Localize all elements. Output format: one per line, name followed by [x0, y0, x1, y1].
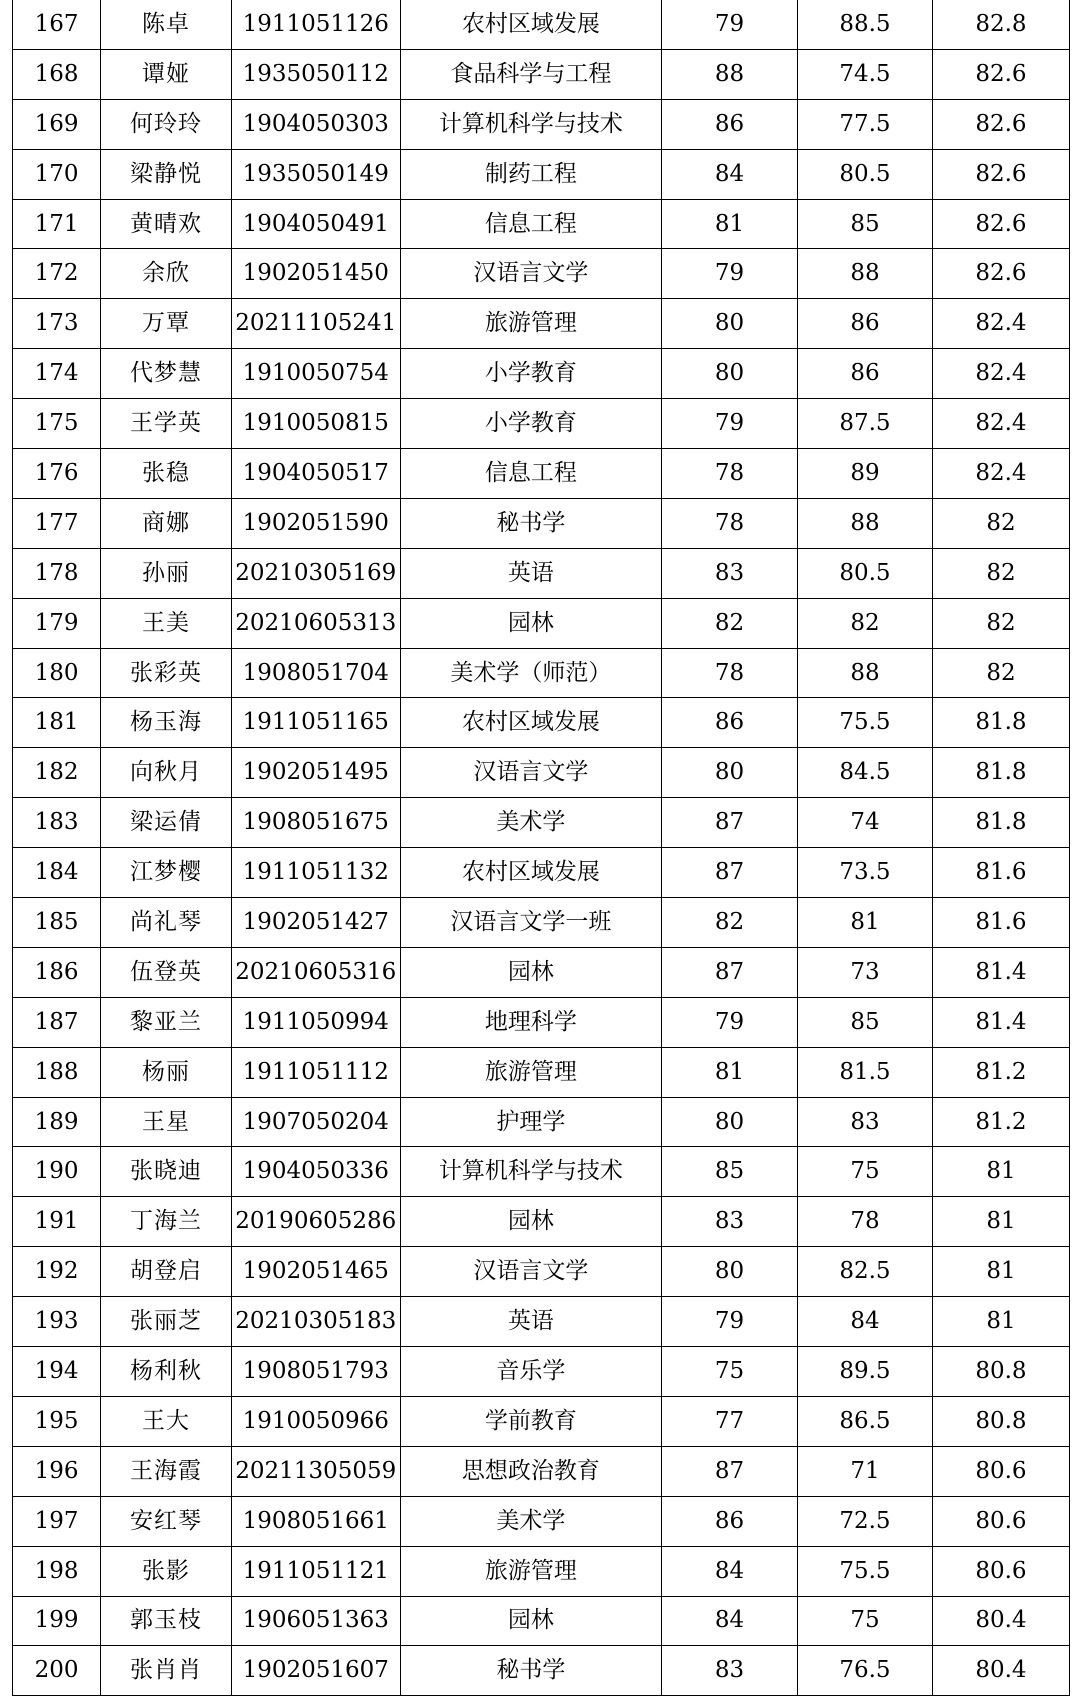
score-cell: 84: [662, 1596, 798, 1646]
score-cell: 80.5: [798, 149, 933, 199]
major-cell: 秘书学: [400, 498, 661, 548]
score-cell: 75: [662, 1347, 798, 1397]
score-cell: 74: [798, 798, 933, 848]
row-number-cell: 196: [13, 1446, 101, 1496]
score-cell: 78: [798, 1197, 933, 1247]
total-score-cell: 80.6: [932, 1446, 1069, 1496]
name-cell: 向秋月: [101, 748, 232, 798]
name-cell: 王海霞: [101, 1446, 232, 1496]
score-cell: 83: [662, 1646, 798, 1696]
major-cell: 英语: [400, 1297, 661, 1347]
score-cell: 87.5: [798, 399, 933, 449]
score-cell: 79: [662, 249, 798, 299]
score-cell: 87: [662, 947, 798, 997]
student-id-cell: 20210305169: [231, 548, 400, 598]
table-row: [13, 449, 1070, 499]
row-number-cell: 167: [13, 0, 101, 49]
total-score-cell: 81.4: [932, 997, 1069, 1047]
major-cell: 汉语言文学: [400, 1247, 661, 1297]
major-cell: 农村区域发展: [400, 848, 661, 898]
score-cell: 86: [662, 1496, 798, 1546]
total-score-cell: 81: [932, 1147, 1069, 1197]
table-row: [13, 1197, 1070, 1247]
score-cell: 86: [798, 299, 933, 349]
major-cell: 农村区域发展: [400, 0, 661, 49]
name-cell: 代梦慧: [101, 349, 232, 399]
table-row: [13, 898, 1070, 948]
total-score-cell: 82: [932, 498, 1069, 548]
student-id-cell: 20210605316: [231, 947, 400, 997]
major-cell: 旅游管理: [400, 1546, 661, 1596]
table-row: [13, 99, 1070, 149]
total-score-cell: 82: [932, 548, 1069, 598]
name-cell: 江梦樱: [101, 848, 232, 898]
row-number-cell: 173: [13, 299, 101, 349]
score-cell: 87: [662, 1446, 798, 1496]
score-cell: 83: [798, 1097, 933, 1147]
row-number-cell: 186: [13, 947, 101, 997]
table-row: [13, 1596, 1070, 1646]
student-id-cell: 1908051675: [231, 798, 400, 848]
major-cell: 园林: [400, 1197, 661, 1247]
major-cell: 护理学: [400, 1097, 661, 1147]
major-cell: 园林: [400, 947, 661, 997]
table-row: [13, 49, 1070, 99]
row-number-cell: 187: [13, 997, 101, 1047]
score-cell: 84.5: [798, 748, 933, 798]
name-cell: 王学英: [101, 399, 232, 449]
score-cell: 81: [662, 199, 798, 249]
row-number-cell: 182: [13, 748, 101, 798]
student-id-cell: 1911051165: [231, 698, 400, 748]
score-cell: 84: [662, 1546, 798, 1596]
row-number-cell: 199: [13, 1596, 101, 1646]
row-number-cell: 191: [13, 1197, 101, 1247]
student-id-cell: 1911051112: [231, 1047, 400, 1097]
major-cell: 计算机科学与技术: [400, 1147, 661, 1197]
major-cell: 秘书学: [400, 1646, 661, 1696]
table-row: [13, 498, 1070, 548]
table-row: [13, 1446, 1070, 1496]
student-id-cell: 1911051132: [231, 848, 400, 898]
row-number-cell: 180: [13, 648, 101, 698]
score-cell: 79: [662, 997, 798, 1047]
name-cell: 万覃: [101, 299, 232, 349]
major-cell: 学前教育: [400, 1396, 661, 1446]
major-cell: 园林: [400, 598, 661, 648]
student-id-cell: 20210305183: [231, 1297, 400, 1347]
table-row: [13, 1496, 1070, 1546]
row-number-cell: 179: [13, 598, 101, 648]
score-cell: 81.5: [798, 1047, 933, 1097]
student-id-cell: 1902051495: [231, 748, 400, 798]
major-cell: 信息工程: [400, 199, 661, 249]
row-number-cell: 183: [13, 798, 101, 848]
table-row: [13, 299, 1070, 349]
name-cell: 余欣: [101, 249, 232, 299]
major-cell: 制药工程: [400, 149, 661, 199]
major-cell: 园林: [400, 1596, 661, 1646]
student-id-cell: 1902051590: [231, 498, 400, 548]
student-id-cell: 20190605286: [231, 1197, 400, 1247]
row-number-cell: 184: [13, 848, 101, 898]
table-row: [13, 349, 1070, 399]
student-id-cell: 1911050994: [231, 997, 400, 1047]
student-id-cell: 20211305059: [231, 1446, 400, 1496]
table-row: [13, 1147, 1070, 1197]
score-cell: 87: [662, 798, 798, 848]
score-table: [12, 0, 1070, 1696]
major-cell: 英语: [400, 548, 661, 598]
table-row: [13, 199, 1070, 249]
score-cell: 72.5: [798, 1496, 933, 1546]
total-score-cell: 82.6: [932, 99, 1069, 149]
table-row: [13, 748, 1070, 798]
total-score-cell: 81.6: [932, 848, 1069, 898]
row-number-cell: 200: [13, 1646, 101, 1696]
name-cell: 杨玉海: [101, 698, 232, 748]
score-cell: 74.5: [798, 49, 933, 99]
score-cell: 79: [662, 399, 798, 449]
score-cell: 80: [662, 1247, 798, 1297]
score-cell: 80: [662, 299, 798, 349]
score-cell: 89: [798, 449, 933, 499]
score-cell: 77.5: [798, 99, 933, 149]
major-cell: 汉语言文学: [400, 748, 661, 798]
table-row: [13, 698, 1070, 748]
total-score-cell: 80.6: [932, 1546, 1069, 1596]
table-row: [13, 0, 1070, 49]
name-cell: 张肖肖: [101, 1646, 232, 1696]
student-id-cell: 1907050204: [231, 1097, 400, 1147]
student-id-cell: 1904050517: [231, 449, 400, 499]
total-score-cell: 80.8: [932, 1347, 1069, 1397]
name-cell: 何玲玲: [101, 99, 232, 149]
score-cell: 82: [798, 598, 933, 648]
table-row: [13, 1546, 1070, 1596]
major-cell: 小学教育: [400, 399, 661, 449]
score-cell: 85: [662, 1147, 798, 1197]
total-score-cell: 80.8: [932, 1396, 1069, 1446]
score-cell: 71: [798, 1446, 933, 1496]
score-cell: 80: [662, 748, 798, 798]
score-cell: 75.5: [798, 1546, 933, 1596]
name-cell: 张晓迪: [101, 1147, 232, 1197]
score-cell: 79: [662, 1297, 798, 1347]
name-cell: 王星: [101, 1097, 232, 1147]
score-cell: 82: [662, 898, 798, 948]
student-id-cell: 1911051121: [231, 1546, 400, 1596]
row-number-cell: 198: [13, 1546, 101, 1596]
total-score-cell: 82.6: [932, 149, 1069, 199]
student-id-cell: 1911051126: [231, 0, 400, 49]
total-score-cell: 82.4: [932, 399, 1069, 449]
score-cell: 81: [798, 898, 933, 948]
major-cell: 旅游管理: [400, 299, 661, 349]
row-number-cell: 192: [13, 1247, 101, 1297]
student-id-cell: 1908051793: [231, 1347, 400, 1397]
name-cell: 王美: [101, 598, 232, 648]
row-number-cell: 168: [13, 49, 101, 99]
major-cell: 信息工程: [400, 449, 661, 499]
row-number-cell: 193: [13, 1297, 101, 1347]
major-cell: 音乐学: [400, 1347, 661, 1397]
total-score-cell: 82.8: [932, 0, 1069, 49]
score-cell: 83: [662, 1197, 798, 1247]
row-number-cell: 172: [13, 249, 101, 299]
major-cell: 食品科学与工程: [400, 49, 661, 99]
student-id-cell: 1902051450: [231, 249, 400, 299]
total-score-cell: 82.4: [932, 349, 1069, 399]
total-score-cell: 80.4: [932, 1596, 1069, 1646]
row-number-cell: 177: [13, 498, 101, 548]
major-cell: 思想政治教育: [400, 1446, 661, 1496]
row-number-cell: 169: [13, 99, 101, 149]
table-row: [13, 548, 1070, 598]
name-cell: 郭玉枝: [101, 1596, 232, 1646]
score-cell: 86: [662, 698, 798, 748]
total-score-cell: 82.6: [932, 49, 1069, 99]
name-cell: 商娜: [101, 498, 232, 548]
score-cell: 86: [662, 99, 798, 149]
score-cell: 87: [662, 848, 798, 898]
row-number-cell: 194: [13, 1347, 101, 1397]
table-row: [13, 997, 1070, 1047]
total-score-cell: 82.4: [932, 299, 1069, 349]
student-id-cell: 1904050336: [231, 1147, 400, 1197]
major-cell: 农村区域发展: [400, 698, 661, 748]
major-cell: 汉语言文学一班: [400, 898, 661, 948]
row-number-cell: 189: [13, 1097, 101, 1147]
student-id-cell: 1908051661: [231, 1496, 400, 1546]
total-score-cell: 81.8: [932, 748, 1069, 798]
student-id-cell: 1904050303: [231, 99, 400, 149]
score-cell: 73: [798, 947, 933, 997]
total-score-cell: 81.4: [932, 947, 1069, 997]
major-cell: 美术学: [400, 1496, 661, 1546]
score-cell: 81: [662, 1047, 798, 1097]
score-cell: 73.5: [798, 848, 933, 898]
score-cell: 88.5: [798, 0, 933, 49]
name-cell: 梁静悦: [101, 149, 232, 199]
major-cell: 汉语言文学: [400, 249, 661, 299]
score-sheet: [12, 0, 1070, 1696]
major-cell: 计算机科学与技术: [400, 99, 661, 149]
table-row: [13, 798, 1070, 848]
student-id-cell: 1906051363: [231, 1596, 400, 1646]
table-row: [13, 848, 1070, 898]
student-id-cell: 20210605313: [231, 598, 400, 648]
student-id-cell: 1904050491: [231, 199, 400, 249]
table-row: [13, 1047, 1070, 1097]
score-cell: 75: [798, 1147, 933, 1197]
row-number-cell: 190: [13, 1147, 101, 1197]
score-cell: 85: [798, 997, 933, 1047]
name-cell: 梁运倩: [101, 798, 232, 848]
student-id-cell: 1902051427: [231, 898, 400, 948]
student-id-cell: 1910050966: [231, 1396, 400, 1446]
student-id-cell: 1908051704: [231, 648, 400, 698]
score-cell: 85: [798, 199, 933, 249]
total-score-cell: 82.4: [932, 449, 1069, 499]
score-cell: 82: [662, 598, 798, 648]
score-cell: 78: [662, 449, 798, 499]
table-row: [13, 399, 1070, 449]
score-cell: 88: [798, 648, 933, 698]
table-row: [13, 1247, 1070, 1297]
total-score-cell: 81.6: [932, 898, 1069, 948]
table-row: [13, 249, 1070, 299]
total-score-cell: 81: [932, 1247, 1069, 1297]
score-cell: 80: [662, 349, 798, 399]
name-cell: 陈卓: [101, 0, 232, 49]
major-cell: 小学教育: [400, 349, 661, 399]
total-score-cell: 82.6: [932, 249, 1069, 299]
total-score-cell: 81: [932, 1297, 1069, 1347]
score-cell: 84: [798, 1297, 933, 1347]
name-cell: 张影: [101, 1546, 232, 1596]
name-cell: 张稳: [101, 449, 232, 499]
row-number-cell: 174: [13, 349, 101, 399]
score-cell: 84: [662, 149, 798, 199]
major-cell: 美术学（师范）: [400, 648, 661, 698]
table-row: [13, 149, 1070, 199]
score-cell: 77: [662, 1396, 798, 1446]
row-number-cell: 170: [13, 149, 101, 199]
table-row: [13, 1347, 1070, 1397]
score-cell: 88: [798, 498, 933, 548]
student-id-cell: 1910050754: [231, 349, 400, 399]
score-cell: 89.5: [798, 1347, 933, 1397]
total-score-cell: 81.8: [932, 698, 1069, 748]
score-cell: 75: [798, 1596, 933, 1646]
name-cell: 王大: [101, 1396, 232, 1446]
student-id-cell: 1910050815: [231, 399, 400, 449]
name-cell: 杨利秋: [101, 1347, 232, 1397]
major-cell: 旅游管理: [400, 1047, 661, 1097]
total-score-cell: 81.2: [932, 1097, 1069, 1147]
score-cell: 76.5: [798, 1646, 933, 1696]
row-number-cell: 188: [13, 1047, 101, 1097]
table-row: [13, 1646, 1070, 1696]
score-cell: 79: [662, 0, 798, 49]
total-score-cell: 80.6: [932, 1496, 1069, 1546]
row-number-cell: 178: [13, 548, 101, 598]
major-cell: 地理科学: [400, 997, 661, 1047]
name-cell: 黎亚兰: [101, 997, 232, 1047]
student-id-cell: 1935050112: [231, 49, 400, 99]
name-cell: 孙丽: [101, 548, 232, 598]
total-score-cell: 81: [932, 1197, 1069, 1247]
total-score-cell: 82.6: [932, 199, 1069, 249]
row-number-cell: 195: [13, 1396, 101, 1446]
student-id-cell: 20211105241: [231, 299, 400, 349]
student-id-cell: 1935050149: [231, 149, 400, 199]
score-cell: 75.5: [798, 698, 933, 748]
total-score-cell: 82: [932, 598, 1069, 648]
table-row: [13, 1097, 1070, 1147]
table-row: [13, 648, 1070, 698]
student-id-cell: 1902051465: [231, 1247, 400, 1297]
score-cell: 78: [662, 648, 798, 698]
name-cell: 张丽芝: [101, 1297, 232, 1347]
total-score-cell: 80.4: [932, 1646, 1069, 1696]
name-cell: 丁海兰: [101, 1197, 232, 1247]
table-row: [13, 1396, 1070, 1446]
score-cell: 80: [662, 1097, 798, 1147]
total-score-cell: 82: [932, 648, 1069, 698]
score-cell: 82.5: [798, 1247, 933, 1297]
row-number-cell: 171: [13, 199, 101, 249]
student-id-cell: 1902051607: [231, 1646, 400, 1696]
total-score-cell: 81.8: [932, 798, 1069, 848]
name-cell: 黄晴欢: [101, 199, 232, 249]
table-row: [13, 598, 1070, 648]
score-cell: 86.5: [798, 1396, 933, 1446]
score-cell: 86: [798, 349, 933, 399]
name-cell: 张彩英: [101, 648, 232, 698]
score-cell: 78: [662, 498, 798, 548]
score-cell: 83: [662, 548, 798, 598]
total-score-cell: 81.2: [932, 1047, 1069, 1097]
name-cell: 胡登启: [101, 1247, 232, 1297]
row-number-cell: 185: [13, 898, 101, 948]
name-cell: 尚礼琴: [101, 898, 232, 948]
name-cell: 杨丽: [101, 1047, 232, 1097]
name-cell: 谭娅: [101, 49, 232, 99]
score-cell: 88: [798, 249, 933, 299]
score-cell: 80.5: [798, 548, 933, 598]
name-cell: 伍登英: [101, 947, 232, 997]
row-number-cell: 175: [13, 399, 101, 449]
table-row: [13, 1297, 1070, 1347]
score-cell: 88: [662, 49, 798, 99]
major-cell: 美术学: [400, 798, 661, 848]
table-body: [13, 0, 1070, 1696]
table-row: [13, 947, 1070, 997]
name-cell: 安红琴: [101, 1496, 232, 1546]
row-number-cell: 176: [13, 449, 101, 499]
row-number-cell: 197: [13, 1496, 101, 1546]
row-number-cell: 181: [13, 698, 101, 748]
